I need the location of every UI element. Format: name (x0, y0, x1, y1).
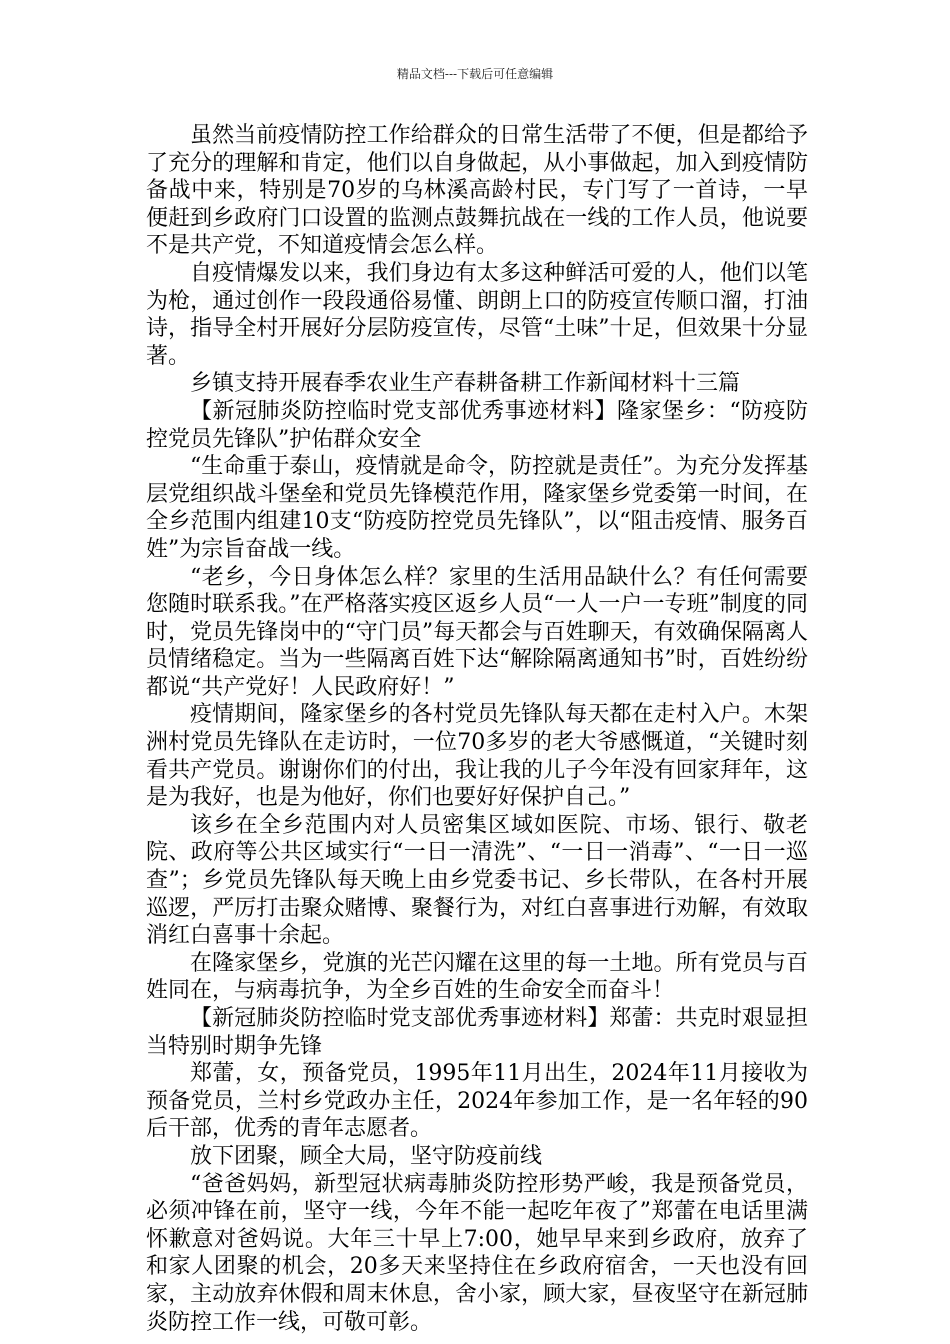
document-body (146, 122, 808, 1336)
paragraph: “老乡，今日身体怎么样？家里的生活用品缺什么？有任何需要您随时联系我。”在严格落实疫区返乡人员“一人一户一专班”制度的同时，党员先锋岗中的“守门员”每天都会与百姓聊天，有效确保隔离人员情绪稳定。当为一些隔离百姓下达“解除隔离通知书”时，百姓纷纷都说“共产党好！人民政府好！” (146, 564, 808, 700)
paragraph: “爸爸妈妈，新型冠状病毒肺炎防控形势严峻，我是预备党员，必须冲锋在前，坚守一线，今年不能一起吃年夜了”郑蕾在电话里满怀歉意对爸妈说。大年三十早上7:00，她早早来到乡政府，放弃了和家人团聚的机会，20多天来坚持住在乡政府宿舍，一天也没有回家，主动放弃休假和周末休息，舍小家，顾大家，昼夜坚守在新冠肺炎防控工作一线，可敬可彰。 (146, 1171, 808, 1335)
paragraph: 郑蕾，女，预备党员，1995年11月出生，2024年11月接收为预备党员，兰村乡党政办主任，2024年参加工作，是一名年轻的90后干部，优秀的青年志愿者。 (146, 1061, 808, 1142)
paragraph: “生命重于泰山，疫情就是命令，防控就是责任”。为充分发挥基层党组织战斗堡垒和党员先锋模范作用，隆家堡乡党委第一时间，在全乡范围内组建10支“防疫防控党员先锋队”，以“阻击疫情、服务百姓”为宗旨奋战一线。 (146, 454, 808, 562)
subheading: 放下团聚，顾全大局，坚守防疫前线 (190, 1143, 543, 1169)
paragraph: 自疫情爆发以来，我们身边有太多这种鲜活可爱的人，他们以笔为枪，通过创作一段段通俗易懂、朗朗上口的防疫宣传顺口溜，打油诗，指导全村开展好分层防疫宣传，尽管“土味”十足，但效果十分显著。 (146, 260, 808, 369)
section-heading: 乡镇支持开展春季农业生产春耕备耕工作新闻材料十三篇 (190, 371, 741, 397)
paragraph: 虽然当前疫情防控工作给群众的日常生活带了不便，但是都给予了充分的理解和肯定，他们以自身做起，从小事做起，加入到疫情防备战中来，特别是70岁的乌林溪高龄村民，专门写了一首诗，一早便赶到乡政府门口设置的监测点鼓舞抗战在一线的工作人员，他说要不是共产党，不知道疫情会怎么样。 (146, 123, 808, 259)
section-heading: 【新冠肺炎防控临时党支部优秀事迹材料】郑蕾：共克时艰显担当特别时期争先锋 (146, 1006, 808, 1059)
page-header: 精品文档---下载后可任意编辑 (396, 67, 554, 81)
section-heading: 【新冠肺炎防控临时党支部优秀事迹材料】隆家堡乡：“防疫防控党员先锋队”护佑群众安全 (146, 398, 808, 452)
paragraph: 疫情期间，隆家堡乡的各村党员先锋队每天都在走村入户。木架洲村党员先锋队在走访时，一位70多岁的老大爷感慨道，“关键时刻看共产党员。谢谢你们的付出，我让我的儿子今年没有回家拜年，这是为我好，也是为他好，你们也要好好保护自己。” (146, 702, 808, 811)
paragraph: 在隆家堡乡，党旗的光芒闪耀在这里的每一土地。所有党员与百姓同在，与病毒抗争，为全乡百姓的生命安全而奋斗！ (146, 950, 808, 1004)
paragraph: 该乡在全乡范围内对人员密集区域如医院、市场、银行、敬老院、政府等公共区域实行“一日一清洗”、“一日一消毒”、“一日一巡查”；乡党员先锋队每天晚上由乡党委书记、乡长带队，在各村开展巡逻，严厉打击聚众赌博、聚餐行为，对红白喜事进行劝解，有效取消红白喜事十余起。 (146, 812, 808, 949)
